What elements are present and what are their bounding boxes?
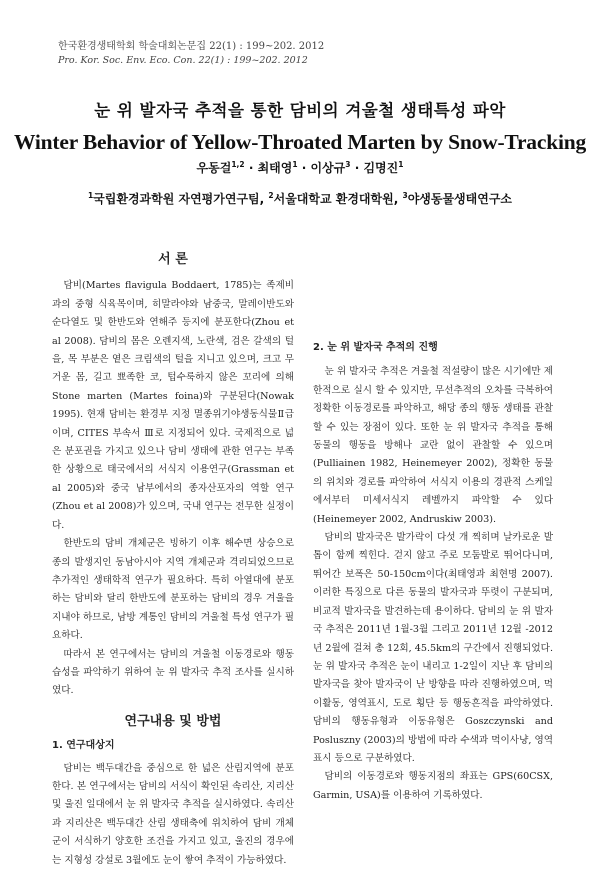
snow-tracking-paragraph: 담비의 이동경로와 행동지점의 좌표는 GPS(60CSX, Garmin, USA)를 이용하여 기록하였다. bbox=[313, 771, 553, 801]
intro-paragraph: 한반도의 담비 개체군은 빙하기 이후 해수면 상승으로 종의 발생지인 동남아시아 지역 개체군과 격리되었으므로 추가적인 생태학적 연구가 필요하다. 특히 아열대에 분포하는 담비와 달리 한반도에 분포하는 담비의 경우 겨울을 지내야 하므로, 남방 계통인 담비의 겨울철 특성 연구가 필요하다. bbox=[52, 538, 294, 642]
author-name: 이상규 bbox=[310, 161, 346, 175]
affiliation-name: 국립환경과학원 자연평가연구팀 bbox=[93, 192, 260, 206]
author-separator: · bbox=[248, 161, 254, 175]
affiliation-name: 야생동물생태연구소 bbox=[407, 192, 513, 206]
affiliation-list: $^1$국립환경과학원 자연평가연구팀, $^2$서울대학교 환경대학원, $^3$야생동물생태연구소 bbox=[87, 191, 513, 206]
affiliation-mark: 3 bbox=[402, 191, 408, 200]
study-site-paragraph: 담비는 백두대간을 중심으로 한 넓은 산림지역에 분포한다. 본 연구에서는 담비의 서식이 확인된 속리산, 지리산 및 울진 일대에서 눈 위 발자국 추적을 실시하였다. 속리산과 지리산은 백두대간 산림 생태축에 위치하여 담비 개체군이 서식하기 양호한 조건을 가지고 있고, 울진의 경우에는 지형성 강설로 3월에도 눈이 쌓여 추적이 가능하였다. bbox=[52, 762, 294, 866]
title-english: Winter Behavior of Yellow-Throated Marten by Snow-Tracking bbox=[13, 130, 587, 154]
snow-tracking-heading: 2. 눈 위 발자국 추적의 진행 bbox=[313, 342, 438, 353]
author-affiliation-mark: 1,2 bbox=[231, 160, 245, 169]
intro-paragraph: 담비(Martes flavigula Boddaert, 1785)는 족제비과의 중형 식육목이며, 히말라야와 남중국, 말레이반도와 순다열도 및 한반도와 연해주 등지에 분포한다(Zhou et al 2008). 담비의 몸은 오렌지색, 노란색, 검은 갈색의 털을, 목 부분은 옅은 크림색의 털을 지니고 있으며, 크고 무거운 몸, 길고 뾰족한 코, 텁수룩하지 않은 꼬리에 의해 Stone marten (Martes foina)와 구분된다(Nowak 1995). 현재 담비는 환경부 지정 멸종위기야생동식물Ⅱ급이며, CITES 부속서 Ⅲ로 지정되어 있다. 국제적으로 넓은 분포권을 가지고 있으나 담비 생태에 관한 연구는 부족한 상황으로 태국에서의 서식지 이용연구(Grassman et al 2005)와 중국 남부에서의 종자산포자의 역할 연구(Zhou et al 2008)가 있으며, 국내 연구는 전무한 실정이다. bbox=[52, 280, 294, 531]
methods-heading: 연구내용 및 방법 bbox=[124, 713, 222, 729]
left-column bbox=[52, 239, 294, 870]
study-site-heading: 1. 연구대상지 bbox=[52, 740, 115, 752]
journal-header bbox=[58, 40, 358, 68]
author-affiliation-mark: 1 bbox=[398, 160, 404, 169]
author-separator: · bbox=[354, 161, 360, 175]
journal-citation-english: Pro. Kor. Soc. Env. Eco. Con. 22(1) : 199~202. 2012 bbox=[58, 55, 308, 66]
affiliation-mark: 2 bbox=[268, 191, 274, 200]
author-affiliation-mark: 3 bbox=[345, 160, 351, 169]
snow-tracking-paragraph: 눈 위 발자국 추적은 겨울철 적설량이 많은 시기에만 제한적으로 실시 할 수 있지만, 무선추적의 오차를 극복하여 정확한 이동경로를 파악하고, 해당 종의 행동 생태를 관찰 할 수 있는 장점이 있다. 또한 눈 위 발자국 추적을 통해 동물의 행동을 방해나 교란 없이 관찰할 수 있으며(Pulliainen 1982, Heinemeyer 2002), 정확한 동물의 위치와 경로를 파악하여 서식지 이용의 경관적 스케일에서부터 미세서식지 레벨까지 파악할 수 있다(Heinemeyer 2002, Andruskiw 2003). bbox=[313, 366, 553, 525]
right-column bbox=[313, 239, 553, 805]
intro-heading: 서 론 bbox=[158, 252, 188, 267]
intro-paragraph: 따라서 본 연구에서는 담비의 겨울철 이동경로와 행동습성을 파악하기 위하여 눈 위 발자국 추적 조사를 실시하였다. bbox=[52, 648, 294, 697]
author-name: 우동걸 bbox=[196, 161, 232, 175]
affiliation-mark: 1 bbox=[87, 191, 94, 200]
author-list bbox=[0, 159, 600, 176]
author-separator: · bbox=[301, 161, 307, 175]
author-affiliation-mark: 1 bbox=[292, 160, 298, 169]
title-korean: 눈 위 발자국 추적을 통한 담비의 겨울철 생태특성 파악 bbox=[94, 101, 506, 120]
affiliation-name: 서울대학교 환경대학원 bbox=[273, 192, 394, 206]
author-name: 김명진 bbox=[363, 161, 399, 175]
snow-tracking-paragraph: 담비의 발자국은 발가락이 다섯 개 찍히며 날카로운 발톱이 함께 찍힌다. 걷지 않고 주로 모둠발로 뛰어다니며, 뛰어간 보폭은 50-150cm이다(최태영과 최현명 2007). 이러한 특징으로 다른 동물의 발자국과 뚜렷이 구분되며, 비교적 발자국을 발견하는데 용이하다. 담비의 눈 위 발자국 추적은 2011년 1월-3월 그리고 2011년 12월 -2012년 2월에 걸쳐 총 12회, 45.5km의 구간에서 진행되었다. 눈 위 발자국 추적은 눈이 내리고 1-2일이 지난 후 담비의 발자국을 찾아 발자국이 난 방향을 따라 진행하였으며, 먹이활동, 영역표시, 도로 횡단 등 행동흔적을 파악하였다. 담비의 행동유형과 이동유형은 Goszczynski and Posluszny (2003)의 방법에 따라 수색과 먹이사냥, 영역표시 등으로 구분하였다. bbox=[313, 532, 553, 764]
author-name: 최태영 bbox=[257, 161, 293, 175]
journal-citation-korean: 한국환경생태학회 학술대회논문집 22(1) : 199~202. 2012 bbox=[58, 41, 325, 52]
